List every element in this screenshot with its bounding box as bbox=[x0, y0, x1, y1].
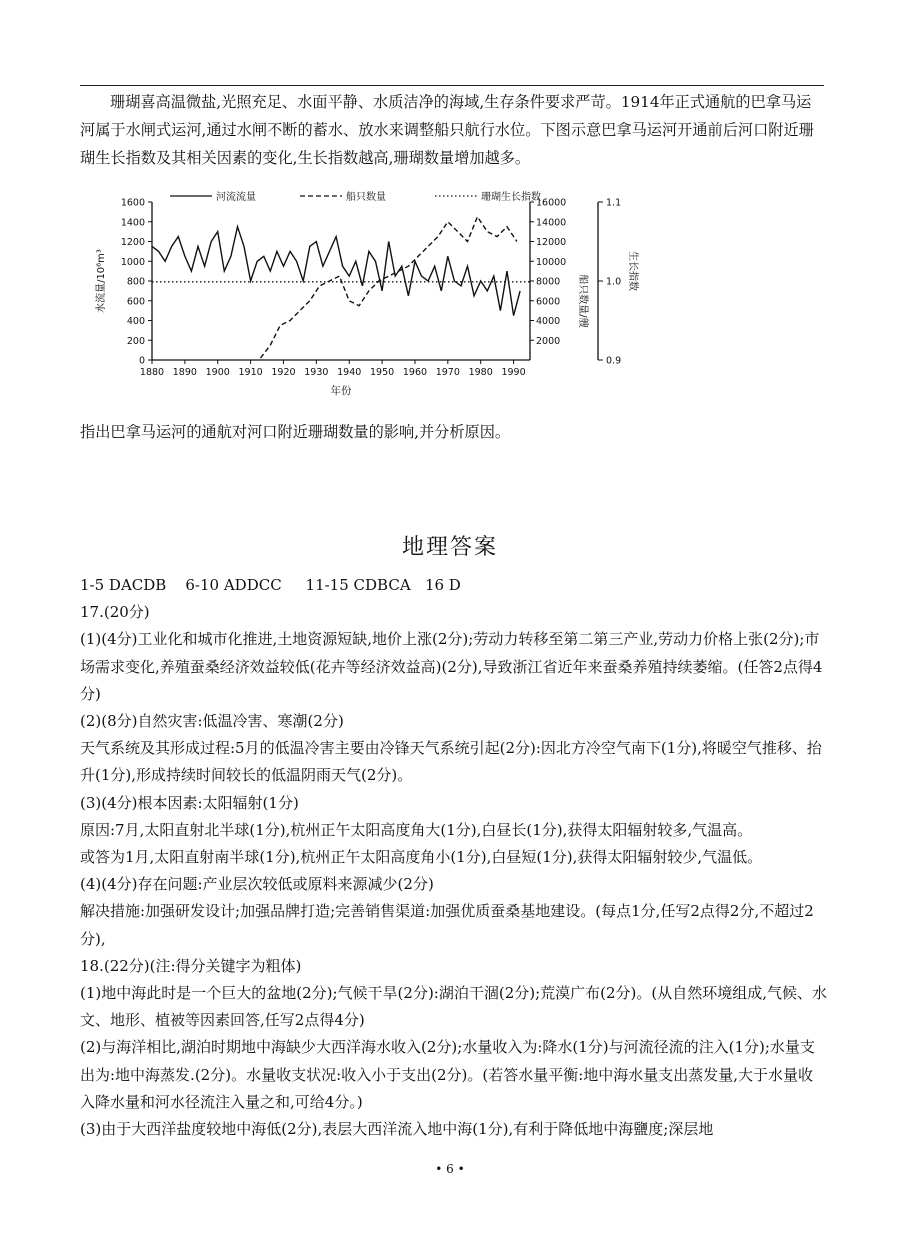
right-tick-label: 8000 bbox=[536, 276, 561, 288]
top-rule bbox=[80, 85, 824, 86]
answer-line: (2)(8分)自然灾害:低温冷害、寒潮(2分) bbox=[80, 712, 344, 731]
left-tick-label: 800 bbox=[126, 276, 145, 288]
x-tick-label: 1890 bbox=[172, 367, 197, 378]
left-tick-label: 1000 bbox=[120, 256, 145, 268]
right-axis-label: 船只数量/艘 bbox=[577, 274, 588, 328]
x-tick-label: 1980 bbox=[468, 367, 493, 378]
left-tick-label: 200 bbox=[126, 335, 145, 347]
chart-svg bbox=[90, 188, 650, 410]
right-tick-label: 12000 bbox=[536, 237, 567, 248]
answer-line: 或答为1月,太阳直射南半球(1分),杭州正午太阳高度角小(1分),白昼短(1分),获得太阳辐射较少,气温低。 bbox=[80, 848, 763, 867]
right-tick-label: 6000 bbox=[536, 296, 561, 308]
legend-label: 河流流量 bbox=[216, 192, 256, 203]
x-tick-label: 1920 bbox=[271, 367, 296, 378]
x-axis-label: 年份 bbox=[330, 385, 352, 397]
answer-line: (3)(4分)根本因素:太阳辐射(1分) bbox=[80, 793, 299, 812]
left-tick-label: 1400 bbox=[120, 217, 145, 229]
answer-line: 17.(20分) bbox=[80, 603, 150, 622]
left-tick-label: 1200 bbox=[120, 237, 145, 248]
index-tick-label: 1.1 bbox=[606, 197, 622, 209]
legend-label: 珊瑚生长指数 bbox=[481, 192, 541, 203]
answer-line: (1)地中海此时是一个巨大的盆地(2分);气候干旱(2分):湖泊干涸(2分);荒漠广布(2分)。(从自然环境组成,气候、水文、地形、植被等因素回答,任写2点得4分) bbox=[80, 984, 828, 1030]
answer-line: 天气系统及其形成过程:5月的低温冷害主要由冷锋天气系统引起(2分):因北方冷空气南下(1分),将暖空气推移、抬升(1分),形成持续时间较长的低温阴雨天气(2分)。 bbox=[80, 739, 822, 785]
answer-line: 18.(22分)(注:得分关键字为粗体) bbox=[80, 956, 302, 975]
right-tick-label: 10000 bbox=[536, 256, 567, 268]
series-line-flow bbox=[152, 227, 520, 316]
chart bbox=[90, 188, 650, 410]
x-tick-label: 1930 bbox=[304, 367, 329, 378]
right-tick-label: 4000 bbox=[536, 316, 561, 327]
x-tick-label: 1900 bbox=[205, 367, 230, 378]
left-axis-label: 水流量/10⁶m³ bbox=[96, 249, 107, 313]
right-tick-label: 2000 bbox=[536, 335, 561, 347]
mc-answers: 1-5 DACDB 6-10 ADDCC 11-15 CDBCA 16 D bbox=[80, 576, 461, 594]
right-tick-label: 16000 bbox=[536, 197, 567, 209]
legend-label: 船只数量 bbox=[346, 192, 386, 203]
left-tick-label: 600 bbox=[126, 296, 145, 308]
right-tick-label: 14000 bbox=[536, 217, 567, 229]
index-axis-label: 生长指数 bbox=[627, 251, 638, 291]
page-number: • 6 • bbox=[435, 1162, 465, 1176]
left-tick-label: 400 bbox=[126, 316, 145, 327]
x-tick-label: 1960 bbox=[402, 367, 428, 378]
index-tick-label: 1.0 bbox=[606, 276, 622, 288]
x-tick-label: 1970 bbox=[435, 367, 460, 378]
answer-line: (2)与海洋相比,湖泊时期地中海缺少大西洋海水收入(2分);水量收入为:降水(1分)与河流径流的注入(1分);水量支出为:地中海蒸发.(2分)。水量收支状况:收入小于支出(2分)。(若答水量平衡:地中海水量支出蒸发量,大于水量收入降水量和河水径流注入量之和,可给4分。) bbox=[80, 1038, 815, 1111]
index-tick-label: 0.9 bbox=[606, 355, 622, 367]
answer-line: 解决措施:加强研发设计;加强品牌打造;完善销售渠道:加强优质蚕桑基地建设。(每点1分,任写2点得2分,不超过2分), bbox=[80, 902, 814, 948]
answer-line: (1)(4分)工业化和城市化推进,土地资源短缺,地价上涨(2分);劳动力转移至第二第三产业,劳动力价格上张(2分);市场需求变化,养殖蚕桑经济效益较低(花卉等经济效益高)(2分),导致浙江省近年来蚕桑养殖持续萎缩。(任答2点得4分) bbox=[80, 630, 823, 703]
question-prompt: 指出巴拿马运河的通航对河口附近珊瑚数量的影响,并分析原因。 bbox=[80, 423, 511, 441]
x-tick-label: 1990 bbox=[501, 367, 526, 378]
answer-line: (3)由于大西洋盐度较地中海低(2分),表层大西洋流入地中海(1分),有利于降低地中海鹽度;深层地 bbox=[80, 1120, 714, 1139]
x-tick-label: 1940 bbox=[337, 367, 362, 378]
left-tick-label: 0 bbox=[138, 355, 145, 367]
answer-title: 地理答案 bbox=[401, 535, 498, 560]
question-intro: 珊瑚喜高温微盐,光照充足、水面平静、水质洁净的海域,生存条件要求严苛。1914年正式通航的巴拿马运河属于水闸式运河,通过水闸不断的蓄水、放水来调整船只航行水位。下图示意巴拿马运河开通前后河口附近珊瑚生长指数及其相关因素的变化,生长指数越高,珊瑚数量增加越多。 bbox=[80, 93, 814, 167]
x-tick-label: 1950 bbox=[369, 367, 395, 378]
answer-line: 原因:7月,太阳直射北半球(1分),杭州正午太阳高度角大(1分),白昼长(1分),获得太阳辐射较多,气温高。 bbox=[80, 820, 753, 839]
answer-line: (4)(4分)存在问题:产业层次较低或原料来源减少(2分) bbox=[80, 875, 434, 894]
x-tick-label: 1910 bbox=[238, 367, 263, 378]
left-tick-label: 1600 bbox=[120, 197, 145, 209]
x-tick-label: 1880 bbox=[139, 367, 165, 378]
answer-body bbox=[80, 572, 828, 1143]
